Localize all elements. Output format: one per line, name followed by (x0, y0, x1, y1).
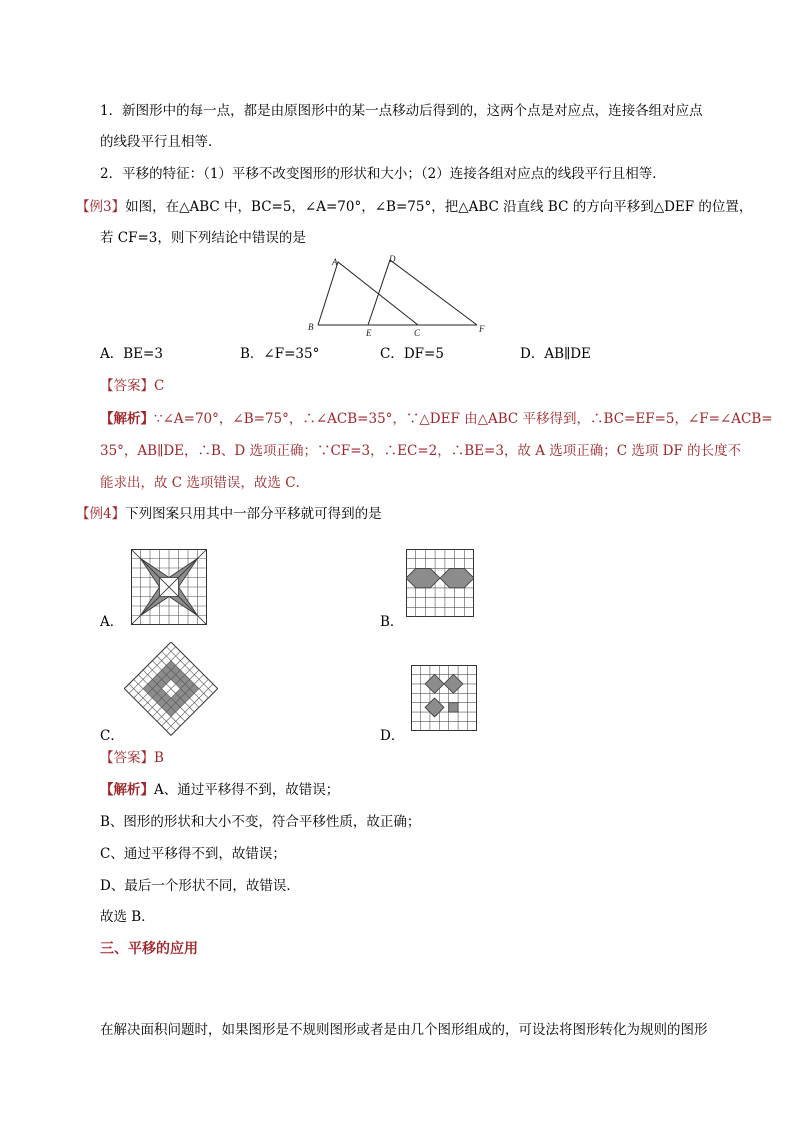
example-3-option-a: A．BE=3 (100, 346, 163, 362)
label-f: F (479, 324, 485, 334)
example-4-analysis-line-3: C、通过平移得不到，故错误； (100, 846, 286, 862)
example-4-answer-value: B (154, 750, 164, 766)
example-4-figure-c (124, 642, 218, 736)
example-4-tag: 【例4】 (76, 506, 126, 522)
example-3-answer-value: C (154, 378, 165, 394)
example-4-figure-b (406, 549, 474, 617)
example-3-tag: 【例3】 (76, 199, 126, 215)
example-4-option-b: B． (380, 614, 404, 630)
example-4-option-d: D． (380, 728, 405, 744)
example-3-analysis-line-1 (100, 410, 773, 428)
example-4-answer-tag: 【答案】 (100, 750, 154, 766)
example-4-figure-d (411, 665, 477, 731)
example-4-conclusion: 故选 B． (100, 909, 155, 925)
example-3-question-line-1 (76, 198, 752, 216)
example-4-analysis-tag: 【解析】 (100, 782, 154, 798)
section-3-heading: 三、平移的应用 (100, 941, 198, 957)
example-3-analysis-line-3: 能求出，故 C 选项错误，故选 C． (100, 475, 310, 491)
label-c: C (414, 328, 421, 338)
example-3-option-c: C．DF=5 (380, 346, 444, 362)
label-d: D (389, 254, 396, 264)
example-4-question (76, 505, 382, 523)
example-4-analysis-line-4: D、最后一个形状不同，故错误． (100, 878, 300, 894)
example-3-analysis-text-1: ∵∠A=70°，∠B=75°，∴∠ACB=35°，∵△DEF 由△ABC 平移得到，∴BC=EF=5，∠F=∠ACB= (154, 411, 773, 427)
point-1-line-2: 的线段平行且相等． (100, 134, 222, 150)
example-3-analysis-line-2: 35°，AB∥DE，∴B、D 选项正确；∵CF=3，∴EC=2，∴BE=3，故 A 选项正确；C 选项 DF 的长度不 (100, 443, 742, 459)
example-3-option-b: B．∠F=35° (240, 346, 320, 362)
example-4-option-c: C． (100, 728, 124, 744)
translation-triangle-figure (305, 252, 495, 338)
point-2: 2．平移的特征：（1）平移不改变图形的形状和大小；（2）连接各组对应点的线段平行且相等． (100, 166, 666, 182)
example-4-question-text: 下列图案只用其中一部分平移就可得到的是 (125, 506, 382, 522)
example-4-figure-a (131, 549, 207, 625)
section-3-text: 在解决面积问题时，如果图形是不规则图形或者是由几个图形组成的，可设法将图形转化为规则的图形 (100, 1022, 708, 1038)
example-4-analysis-line-1 (100, 781, 339, 799)
example-4-answer (100, 749, 164, 767)
example-4-analysis-line-2: B、图形的形状和大小不变，符合平移性质，故正确； (100, 814, 421, 830)
label-b: B (308, 322, 314, 332)
label-a: A (332, 257, 338, 267)
example-4-analysis-text-1: A、通过平移得不到，故错误； (154, 782, 340, 798)
example-3-analysis-tag: 【解析】 (100, 411, 154, 427)
point-1-line-1: 1．新图形中的每一点，都是由原图形中的某一点移动后得到的，这两个点是对应点，连接各组对应点 (100, 103, 703, 119)
example-4-option-a: A． (100, 614, 124, 630)
triangle-def (368, 260, 477, 325)
triangle-abc (318, 262, 418, 325)
example-3-option-d: D．AB∥DE (520, 346, 591, 362)
example-3-question-line-2: 若 CF=3，则下列结论中错误的是 (100, 230, 306, 246)
example-3-question-text: 如图，在△ABC 中，BC=5，∠A=70°，∠B=75°，把△ABC 沿直线 BC 的方向平移到△DEF 的位置， (125, 199, 753, 215)
example-3-answer-tag: 【答案】 (100, 378, 154, 394)
label-e: E (366, 328, 372, 338)
example-3-answer (100, 377, 164, 395)
